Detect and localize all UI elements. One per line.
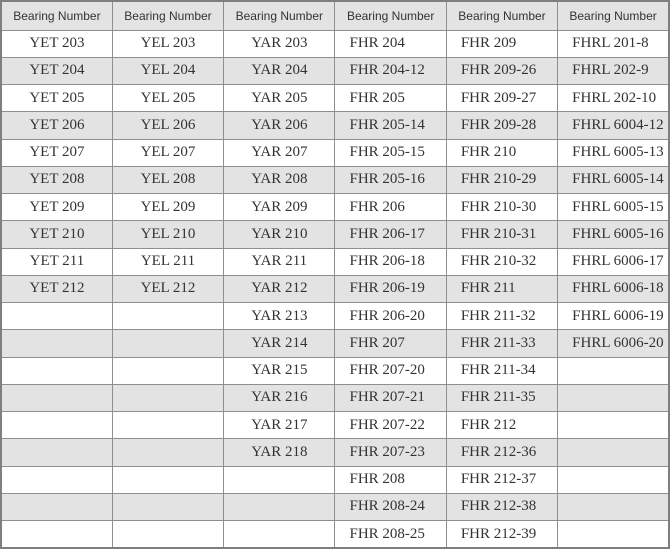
table-cell: FHR 210 <box>446 139 557 166</box>
table-cell <box>1 384 112 411</box>
table-row <box>1 330 669 357</box>
table-cell: FHR 209-26 <box>446 57 557 84</box>
table-cell: YEL 211 <box>112 248 223 275</box>
table-cell: YET 207 <box>1 139 112 166</box>
column-header-bearing-number: Bearing Number <box>112 1 223 30</box>
table-cell: FHRL 6005-13 <box>558 139 669 166</box>
table-cell <box>112 303 223 330</box>
table-cell <box>558 466 669 493</box>
table-cell: FHRL 202-9 <box>558 57 669 84</box>
table-cell: FHR 205-16 <box>335 166 446 193</box>
table-cell: FHR 210-30 <box>446 194 557 221</box>
table-cell: FHR 211-35 <box>446 384 557 411</box>
table-cell <box>112 384 223 411</box>
table-cell <box>1 439 112 466</box>
table-cell <box>1 303 112 330</box>
table-row <box>1 194 669 221</box>
table-cell <box>224 521 335 549</box>
table-cell: FHRL 202-10 <box>558 85 669 112</box>
table-cell: YAR 211 <box>224 248 335 275</box>
table-cell: FHR 207-22 <box>335 412 446 439</box>
column-header-bearing-number: Bearing Number <box>224 1 335 30</box>
table-cell: YEL 212 <box>112 275 223 302</box>
table-cell: FHR 209 <box>446 30 557 57</box>
table-cell <box>558 521 669 549</box>
table-cell: FHR 209-28 <box>446 112 557 139</box>
table-row <box>1 85 669 112</box>
table-cell <box>112 466 223 493</box>
table-row <box>1 275 669 302</box>
table-cell: FHRL 6006-19 <box>558 303 669 330</box>
table-cell: FHR 205 <box>335 85 446 112</box>
table-cell <box>224 466 335 493</box>
table-cell: FHR 207-21 <box>335 384 446 411</box>
table-cell: YAR 215 <box>224 357 335 384</box>
table-cell: FHR 209-27 <box>446 85 557 112</box>
table-cell <box>558 412 669 439</box>
table-body <box>1 30 669 548</box>
table-cell: YAR 206 <box>224 112 335 139</box>
header-row <box>1 1 669 30</box>
table-row <box>1 357 669 384</box>
table-cell: FHR 205-14 <box>335 112 446 139</box>
table-cell: FHR 211-33 <box>446 330 557 357</box>
column-header-bearing-number: Bearing Number <box>446 1 557 30</box>
table-row <box>1 466 669 493</box>
table-cell: FHR 211-34 <box>446 357 557 384</box>
table-cell: YAR 217 <box>224 412 335 439</box>
table-cell: FHR 211 <box>446 275 557 302</box>
table-cell: FHR 208-25 <box>335 521 446 549</box>
table-cell <box>112 493 223 520</box>
table-row <box>1 412 669 439</box>
table-cell: YEL 207 <box>112 139 223 166</box>
table-cell: FHR 208-24 <box>335 493 446 520</box>
table-cell: FHRL 6006-20 <box>558 330 669 357</box>
table-cell <box>112 357 223 384</box>
table-cell: YEL 209 <box>112 194 223 221</box>
table-cell: YEL 205 <box>112 85 223 112</box>
table-cell: FHR 211-32 <box>446 303 557 330</box>
table-cell <box>558 439 669 466</box>
table-cell: FHRL 201-8 <box>558 30 669 57</box>
table-header <box>1 1 669 30</box>
table-cell: YET 209 <box>1 194 112 221</box>
table-row <box>1 303 669 330</box>
table-cell: FHR 207 <box>335 330 446 357</box>
table-cell: FHR 206-18 <box>335 248 446 275</box>
table-cell: YET 203 <box>1 30 112 57</box>
table-cell: FHR 205-15 <box>335 139 446 166</box>
table-cell: FHRL 6005-14 <box>558 166 669 193</box>
table-cell: FHR 208 <box>335 466 446 493</box>
table-row <box>1 248 669 275</box>
table-cell: FHRL 6005-15 <box>558 194 669 221</box>
table-cell: FHR 212-38 <box>446 493 557 520</box>
table-cell <box>1 412 112 439</box>
table-cell: YEL 206 <box>112 112 223 139</box>
table-cell: YET 206 <box>1 112 112 139</box>
table-cell <box>224 493 335 520</box>
table-cell: FHR 212-36 <box>446 439 557 466</box>
table-cell: FHR 212-37 <box>446 466 557 493</box>
table-cell: YAR 203 <box>224 30 335 57</box>
table-row <box>1 30 669 57</box>
table-cell <box>112 330 223 357</box>
table-row <box>1 112 669 139</box>
table-row <box>1 166 669 193</box>
table-cell: FHRL 6006-17 <box>558 248 669 275</box>
table-cell: YEL 208 <box>112 166 223 193</box>
table-cell: FHRL 6005-16 <box>558 221 669 248</box>
table-cell <box>112 439 223 466</box>
table-row <box>1 439 669 466</box>
table-cell: FHR 210-29 <box>446 166 557 193</box>
table-cell: FHR 207-20 <box>335 357 446 384</box>
table-cell: FHR 204 <box>335 30 446 57</box>
column-header-bearing-number: Bearing Number <box>558 1 669 30</box>
table-cell: YAR 208 <box>224 166 335 193</box>
table-cell: FHRL 6004-12 <box>558 112 669 139</box>
table-cell: FHR 206 <box>335 194 446 221</box>
table-cell: YAR 207 <box>224 139 335 166</box>
table-cell <box>1 330 112 357</box>
table-cell: YAR 214 <box>224 330 335 357</box>
table-cell: YAR 204 <box>224 57 335 84</box>
table-cell <box>558 357 669 384</box>
table-cell <box>558 493 669 520</box>
table-cell: FHR 210-31 <box>446 221 557 248</box>
table-cell: YEL 203 <box>112 30 223 57</box>
table-cell: YAR 212 <box>224 275 335 302</box>
column-header-bearing-number: Bearing Number <box>1 1 112 30</box>
table-cell: FHRL 6006-18 <box>558 275 669 302</box>
table-cell: YET 212 <box>1 275 112 302</box>
table-cell: YEL 204 <box>112 57 223 84</box>
table-cell <box>1 466 112 493</box>
table-cell: YET 205 <box>1 85 112 112</box>
table-cell <box>112 521 223 549</box>
table-cell: FHR 206-20 <box>335 303 446 330</box>
table-cell: FHR 206-17 <box>335 221 446 248</box>
table-cell: YET 210 <box>1 221 112 248</box>
table-cell: YET 204 <box>1 57 112 84</box>
table-row <box>1 221 669 248</box>
table-row <box>1 493 669 520</box>
table-cell: YEL 210 <box>112 221 223 248</box>
table-cell <box>112 412 223 439</box>
table-cell: YAR 209 <box>224 194 335 221</box>
table-cell <box>1 493 112 520</box>
table-cell: YET 208 <box>1 166 112 193</box>
column-header-bearing-number: Bearing Number <box>335 1 446 30</box>
table-cell: YAR 213 <box>224 303 335 330</box>
table-cell <box>558 384 669 411</box>
table-cell: FHR 210-32 <box>446 248 557 275</box>
table-row <box>1 384 669 411</box>
table-cell: FHR 206-19 <box>335 275 446 302</box>
table-cell <box>1 521 112 549</box>
table-cell: FHR 207-23 <box>335 439 446 466</box>
table-cell: YET 211 <box>1 248 112 275</box>
table-cell: YAR 216 <box>224 384 335 411</box>
table-cell: FHR 212-39 <box>446 521 557 549</box>
table-cell: FHR 204-12 <box>335 57 446 84</box>
table-cell: FHR 212 <box>446 412 557 439</box>
table-cell: YAR 218 <box>224 439 335 466</box>
table-row <box>1 57 669 84</box>
table-row <box>1 139 669 166</box>
table-cell: YAR 210 <box>224 221 335 248</box>
table-cell <box>1 357 112 384</box>
table-cell: YAR 205 <box>224 85 335 112</box>
table-row <box>1 521 669 549</box>
